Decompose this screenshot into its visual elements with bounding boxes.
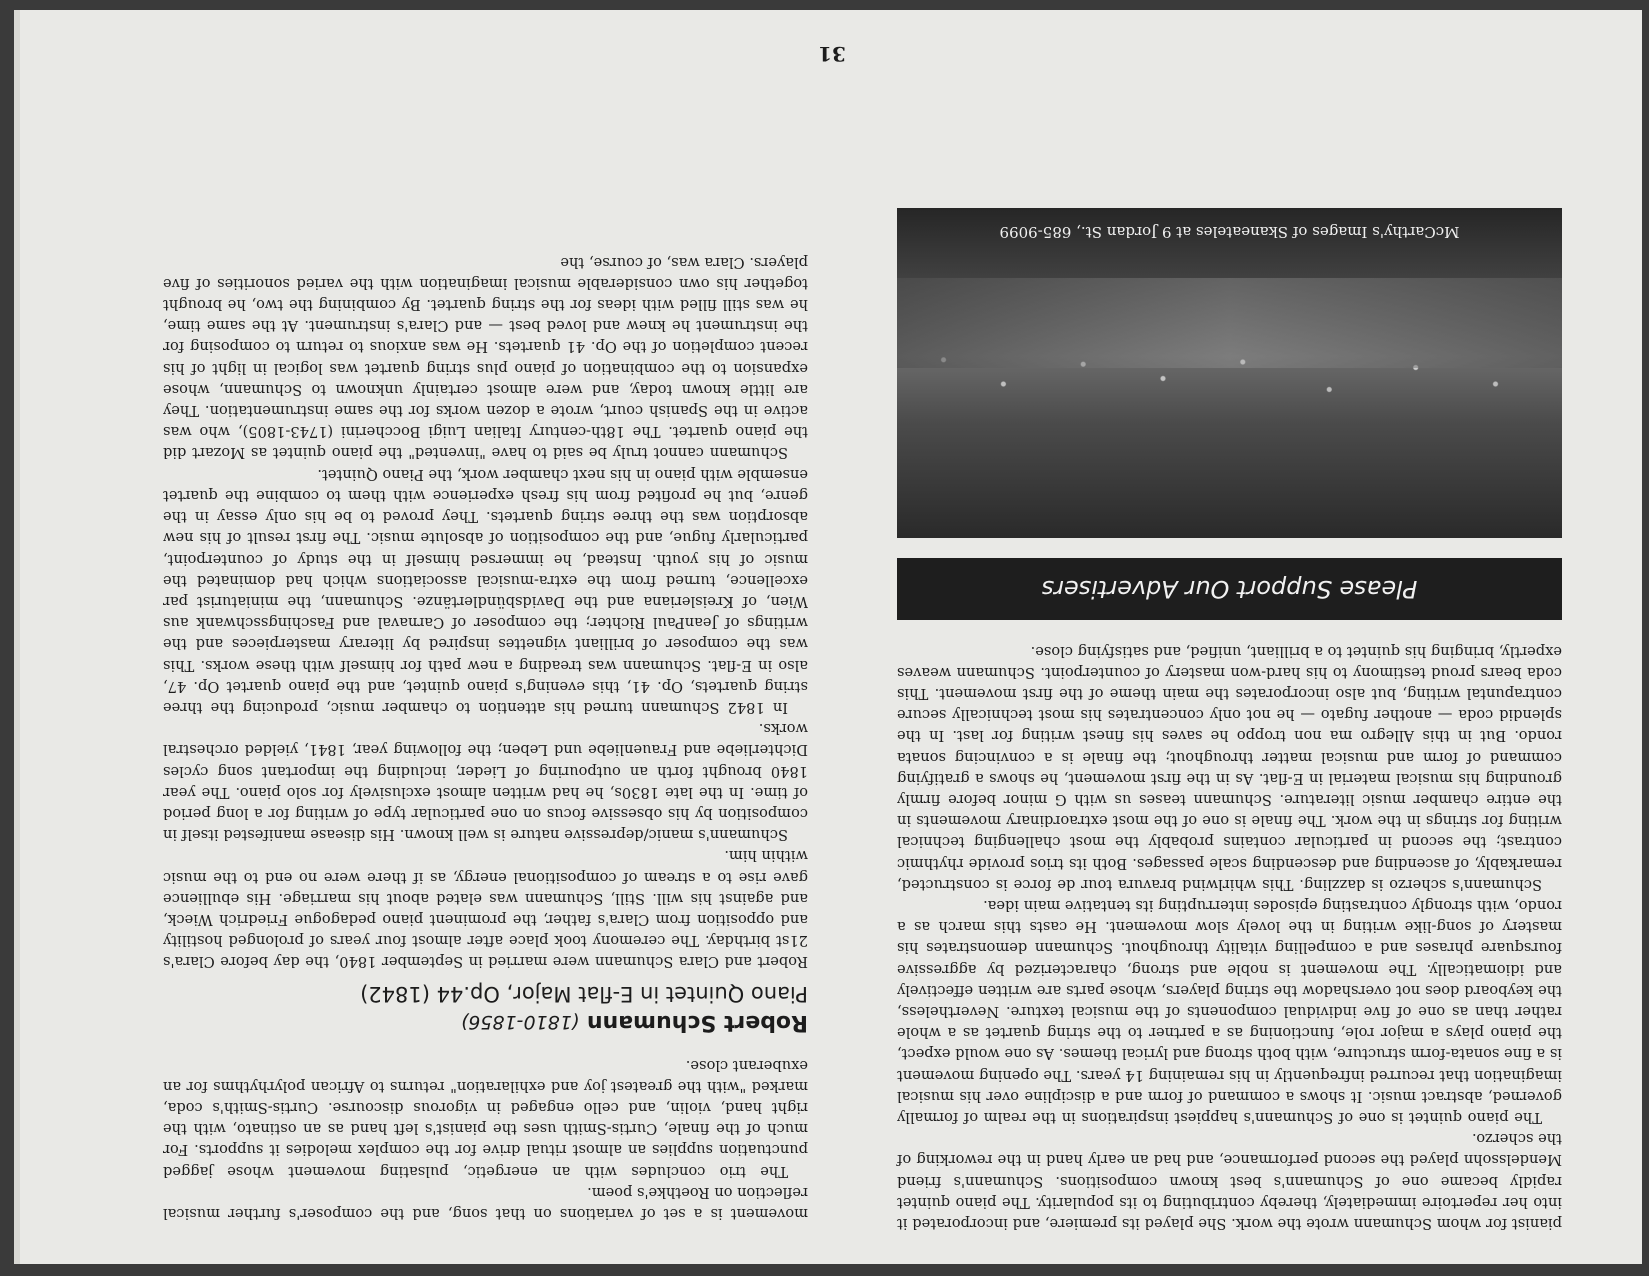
- scanned-page: [14, 10, 1642, 1264]
- right-paragraph: Schumann's manic/depressive nature is well known. His disease manifested itself in composition by his obsessive focus on one particular type of writing for a long period of time. In the late 1830s, he had written almost exclusively for solo piano. The year 1840 brought forth an outpouring of Lieder, including the important song cycles Dichterliebe and Frauenliebe und Leben; the following year, 1841, yielded orchestral works.: [163, 720, 808, 844]
- intro-paragraph: The trio concludes with an energetic, pulsating movement whose jagged punctuation supplies an almost ritual drive for the complex melodies it supports. For much of the finale, Curtis-Smith uses the pianist's left hand as an ostinato, with the right hand, violin, and cello engaged in vigorous discourse. Curtis-Smith's coda, marked "with the greatest joy and exhilaration" returns to African polyrhythms for an exuberant close.: [163, 1056, 808, 1180]
- advertisement-photo: [897, 208, 1562, 538]
- left-column: [897, 208, 1562, 1234]
- right-paragraph: Robert and Clara Schumann were married in September 1840, the day before Clara's 21st birthday. The ceremony took place after almost four years of prolonged hostility and opposition from Clara's father, the prominent piano pedagogue Friedrich Wieck, and against his will. Still, Schumann was elated about his marriage. His ebullience gave rise to a stream of compositional energy, as if there were no end to the music within him.: [163, 847, 808, 971]
- composer-name: Robert Schumann: [586, 1010, 808, 1036]
- left-paragraph: The piano quintet is one of Schumann's happiest inspirations in the realm of formally governed, abstract music. It shows a command of form and a discipline over his musical imagination that recurred infrequently in his remaining 14 years. The opening movement is a fine sonata-form structure, with both strong and lyrical themes. As one would expect, the piano plays a major role, functioning as a partner to the string quartet as a whole rather than as one of five individual components of the musical texture. Nevertheless, the keyboard does not overshadow the string players, whose parts are written effectively and idiomatically. The movement is noble and strong, characterized by aggressive foursquare phrases and a compelling vitality throughout. Schumann demonstrates his mastery of song-like writing in the lovely slow movement. He casts this march as a rondo, with strongly contrasting episodes interrupting its tentative main idea.: [897, 896, 1562, 1126]
- composer-heading: [163, 1008, 808, 1036]
- left-paragraph: Schumann's scherzo is dazzling. This whirlwind bravura tour de force is constructed, remarkably, of ascending and descending scale passages. Both its trios provide rhythmic contrast; the second in particular contains probably the most challenging technical writing for strings in the work. The finale is one of the most extraordinary movements in the entire chamber music literature. Schumann teases us with G minor before firmly grounding his musical material in E-flat. As in the first movement, he shows a gratifying command of form and musical matter throughout; the finale is a convincing sonata rondo. But in this Allegro ma non troppo he saves his finest writing for last. In the splendid coda — another fugato — he not only concentrates his most technically secure contrapuntal writing, but also incorporates the main theme of the first movement. This coda bears proud testimony to his hard-won mastery of counterpoint. Schumann weaves expertly, bringing his quintet to a brilliant, unified, and satisfying close.: [897, 642, 1562, 893]
- right-paragraph: Schumann cannot truly be said to have "invented" the piano quintet as Mozart did the piano quartet. The 18th-century Italian Luigi Boccherini (1743-1805), who was active in the Spanish court, wrote a dozen works for the same instrumentation. They are little known today, and were almost certainly unknown to Schumann, whose expansion to the combination of piano plus string quartet was logical in light of his recent completion of the Op. 41 quartets. He was anxious to return to composing for the instrument he knew and loved best — and Clara's instrument. At the same time, he was still filled with ideas for the string quartet. By combining the two, he brought together his own considerable musical imagination with the varied sonorities of five players. Clara was, of course, the: [163, 253, 808, 462]
- right-paragraph: In 1842 Schumann turned his attention to chamber music, producing the three string quartets, Op. 41, this evening's piano quintet, and the piano quartet Op. 47, also in E-flat. Schumann was treading a new path for himself with these works. This was the composer of brilliant vignettes inspired by literary masterpieces and the writings of JeanPaul Richter; the composer of Carnaval and Faschingsschwank aus Wien, of Kreisleriana and the Davidsbündlertänze. Schumann, the miniaturist par excellence, turned from the extra-musical associations which had dominated the music of his youth. Instead, he immersed himself in the study of counterpoint, particularly fugue, and the composition of absolute music. The first result of his new absorption was the three string quartets. They proved to be his only essay in the genre, but he profited from his fresh experience with them to combine the quartet ensemble with piano in his next chamber work, the Piano Quintet.: [163, 465, 808, 716]
- upside-down-page: [20, 10, 1642, 1264]
- left-paragraph: pianist for whom Schumann wrote the work. She played its premiere, and incorporated it into her repertoire immediately, thereby contributing to its popularity. The piano quintet rapidly became one of Schumann's best known compositions. Schumann's friend Mendelssohn played the second performance, and had an early hand in the reworking of the scherzo.: [897, 1130, 1562, 1232]
- advertisers-banner: Please Support Our Advertisers: [897, 558, 1562, 620]
- composer-dates: (1810-1856): [460, 1011, 580, 1034]
- intro-paragraph: movement is a set of variations on that song, and the composer's further musical reflection on Roethke's poem.: [163, 1183, 808, 1222]
- work-title: Piano Quintet in E-flat Major, Op.44 (1842): [360, 982, 808, 1007]
- lake-reflection-image: [897, 278, 1562, 368]
- page-number: 31: [818, 42, 846, 66]
- right-column: [163, 251, 808, 1224]
- advertisement-caption: McCarthy's Images of Skaneateles at 9 Jordan St., 685-9099: [999, 222, 1460, 241]
